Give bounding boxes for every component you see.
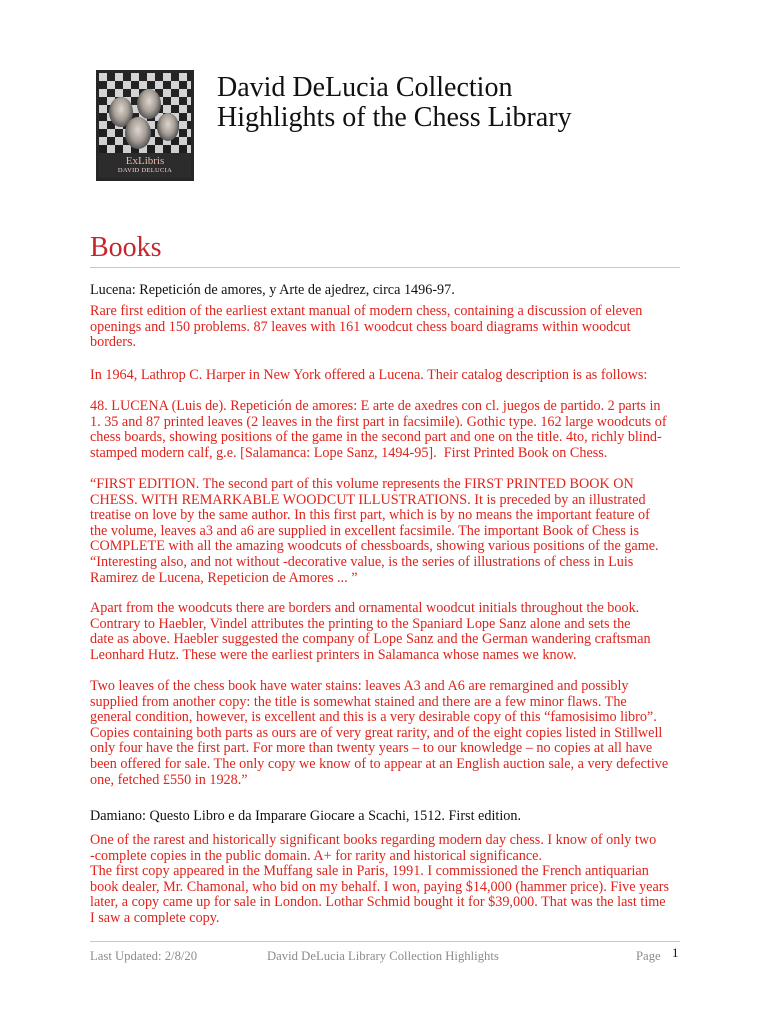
text-line: COMPLETE with all the amazing woodcuts of chessboards, showing various positions of the game. <box>90 538 659 555</box>
text-line: Apart from the woodcuts there are borders and ornamental woodcut initials throughout the book. <box>90 600 640 616</box>
text-line: Damiano: Questo Libro e da Imparare Giocare a Scachi, 1512. First edition. <box>90 808 522 824</box>
footer-page-label: Page <box>636 949 661 963</box>
book-entry-title <box>90 809 521 825</box>
footer-page-number: 1 <box>672 945 679 960</box>
bookplate-owner-name: DAVID DELUCIA <box>117 167 173 174</box>
text-line: openings and 150 problems. 87 leaves with 161 woodcut chess board diagrams within woodcut <box>90 318 631 335</box>
section-heading: Books <box>90 232 162 263</box>
text-line: Copies containing both parts as ours are of very great rarity, and of the eight copies listed in Stillwell <box>90 724 663 741</box>
text-line: borders. <box>90 334 137 351</box>
catalog-entry-paragraph <box>90 399 667 461</box>
bookplate-portrait <box>125 117 151 149</box>
text-line: treatise on love by the same author. In this first part, which is by no means the important feature of <box>90 507 650 524</box>
text-line: 1. 35 and 87 printed leaves (2 leaves in the first part in facsimile). Gothic type. 162 large woodcuts of <box>90 413 667 430</box>
footer-document-title: David DeLucia Library Collection Highlights <box>267 949 499 963</box>
text-line: been offered for sale. The only copy we know of to appear at an English auction sale, a very defective <box>90 755 669 772</box>
bookplate-logo <box>96 70 194 181</box>
description-paragraph <box>90 304 642 351</box>
catalog-quote-paragraph <box>90 477 659 586</box>
text-line: general condition, however, is excellent and this is a very desirable copy of this “famosisimo libro”. <box>90 709 657 726</box>
bookplate-portrait <box>137 89 161 119</box>
description-paragraph <box>90 833 669 927</box>
text-line: “Interesting also, and not without -decorative value, is the series of illustrations of chess in Luis <box>90 553 634 570</box>
text-line: supplied from another copy: the title is somewhat stained and there are a few minor flaws. The <box>90 693 627 710</box>
text-line: 48. LUCENA (Luis de). Repetición de amores: E arte de axedres con cl. juegos de partido. 2 parts in <box>90 398 661 414</box>
text-line: Contrary to Haebler, Vindel attributes the printing to the Spaniard Lope Sanz alone and sets the <box>90 615 631 632</box>
text-line: “FIRST EDITION. The second part of this volume represents the FIRST PRINTED BOOK ON <box>90 476 634 492</box>
bookplate-image <box>99 73 191 178</box>
text-line: Lucena: Repetición de amores, y Arte de ajedrez, circa 1496-97. <box>90 282 455 298</box>
provenance-paragraph <box>90 368 647 384</box>
text-line: later, a copy came up for sale in London. Lothar Schmid bought it for $39,000. That was the last time <box>90 894 666 911</box>
bookplate-band <box>99 153 191 178</box>
condition-paragraph <box>90 679 668 788</box>
book-entry-title <box>90 283 455 299</box>
footer-rule <box>90 941 680 942</box>
text-line: I saw a complete copy. <box>90 909 220 926</box>
document-title <box>217 73 572 133</box>
printing-history-paragraph <box>90 601 651 663</box>
heading-rule <box>90 267 680 268</box>
text-line: book dealer, Mr. Chamonal, who bid on my behalf. I won, paying $14,000 (hammer price). Five years <box>90 878 670 895</box>
text-line: One of the rarest and historically significant books regarding modern day chess. I know of only two <box>90 832 657 848</box>
footer-last-updated: Last Updated: 2/8/20 <box>90 949 198 963</box>
document-title-line: David DeLucia Collection <box>217 72 513 103</box>
text-line: Rare first edition of the earliest extant manual of modern chess, containing a discussion of eleven <box>90 303 643 319</box>
text-line: -complete copies in the public domain. A+ for rarity and historical significance. <box>90 847 543 864</box>
text-line: the volume, leaves a3 and a6 are supplied in excellent facsimile. The important Book of Chess is <box>90 522 639 539</box>
text-line: Ramirez de Lucena, Repeticion de Amores ... ” <box>90 569 358 586</box>
text-line: chess boards, showing positions of the game in the second part and one on the title. 4to, richly blind- <box>90 429 662 446</box>
document-subtitle-line: Highlights of the Chess Library <box>217 102 572 133</box>
text-line: Leonhard Hutz. These were the earliest printers in Salamanca whose names we know. <box>90 646 577 663</box>
text-line: Two leaves of the chess book have water stains: leaves A3 and A6 are remargined and possibly <box>90 678 629 694</box>
text-line: one, fetched £550 in 1928.” <box>90 771 248 788</box>
text-line: In 1964, Lathrop C. Harper in New York offered a Lucena. Their catalog description is as follows: <box>90 367 648 383</box>
text-line: stamped modern calf, g.e. [Salamanca: Lope Sanz, 1494-95]. First Printed Book on Chess. <box>90 444 608 461</box>
bookplate-portrait <box>157 113 179 141</box>
text-line: The first copy appeared in the Muffang sale in Paris, 1991. I commissioned the French antiquarian <box>90 863 649 880</box>
text-line: only four have the first part. For more than twenty years – to our knowledge – no copies at all have <box>90 740 653 757</box>
text-line: CHESS. WITH REMARKABLE WOODCUT ILLUSTRATIONS. It is preceded by an illustrated <box>90 491 646 508</box>
text-line: date as above. Haebler suggested the company of Lope Sanz and the German wandering craftsman <box>90 631 651 648</box>
bookplate-lettering: ExLibris <box>125 155 165 167</box>
